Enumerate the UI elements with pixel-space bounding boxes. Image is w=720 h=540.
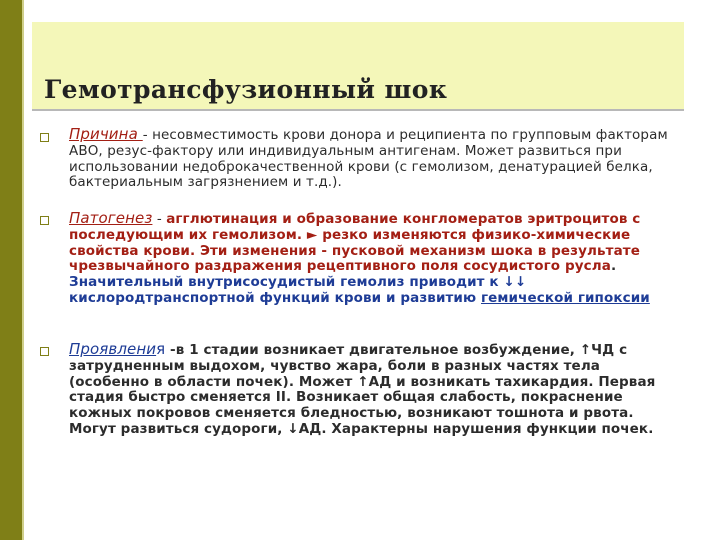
- pathogenesis-heading: Патогенез: [69, 209, 153, 227]
- manifestations-heading-suffix: я: [156, 340, 166, 358]
- pathogenesis-period: .: [610, 258, 617, 275]
- bullet-item-manifestations: [69, 342, 673, 438]
- bullet-item-pathogenesis: [69, 211, 673, 307]
- manifestations-heading: Проявлени: [69, 340, 157, 358]
- slide-title: Гемотрансфузионный шок: [44, 75, 448, 104]
- left-accent-stripe-inner: [22, 0, 24, 540]
- bullet-marker-2: [40, 216, 49, 225]
- left-accent-stripe: [0, 0, 22, 540]
- pathogenesis-blue-text: Значительный внутрисосудистый гемолиз приводит к ↓↓ кислородтранспортной функций крови и развитию: [69, 274, 527, 306]
- manifestations-text: -в 1 стадии возникает двигательное возбуждение, ↑ЧД с затрудненным выдохом, чувство жара, боли в разных частях тела (особенно в области почек). Может ↑АД и возникать тахикардия. Первая стадия быстро сменяется II. Возникает общая слабость, покраснение кожных покровов сменяется бледностью, возникают тошнота и рвота. Могут развиться судороги, ↓АД. Характерны нарушения функции почек.: [69, 342, 656, 437]
- bullet-marker-3: [40, 347, 49, 356]
- bullet-marker-1: [40, 133, 49, 142]
- bullet-item-cause: [69, 127, 673, 191]
- pathogenesis-hemic-hypoxia: гемической гипоксии: [481, 289, 650, 306]
- pathogenesis-red-text: агглютинация и образование конгломератов эритроцитов с последующим их гемолизом. ► резко изменяются физико-химические свойства крови. Эти изменения - пусковой механизм шока в результате чрезвычайного раздражения рецептивного поля сосудистого русла: [69, 211, 641, 275]
- cause-heading: Причина: [69, 125, 143, 143]
- title-divider: [32, 109, 684, 111]
- cause-text: - несовместимость крови донора и реципиента по групповым факторам АВО, резус-фактору или индивидуальным антигенам. Может развиться при использовании недоброкачественной крови (с гемолизом, денатурацией белка, бактериальным загрязнением и т.д.).: [69, 127, 668, 191]
- pathogenesis-dash: -: [152, 211, 167, 227]
